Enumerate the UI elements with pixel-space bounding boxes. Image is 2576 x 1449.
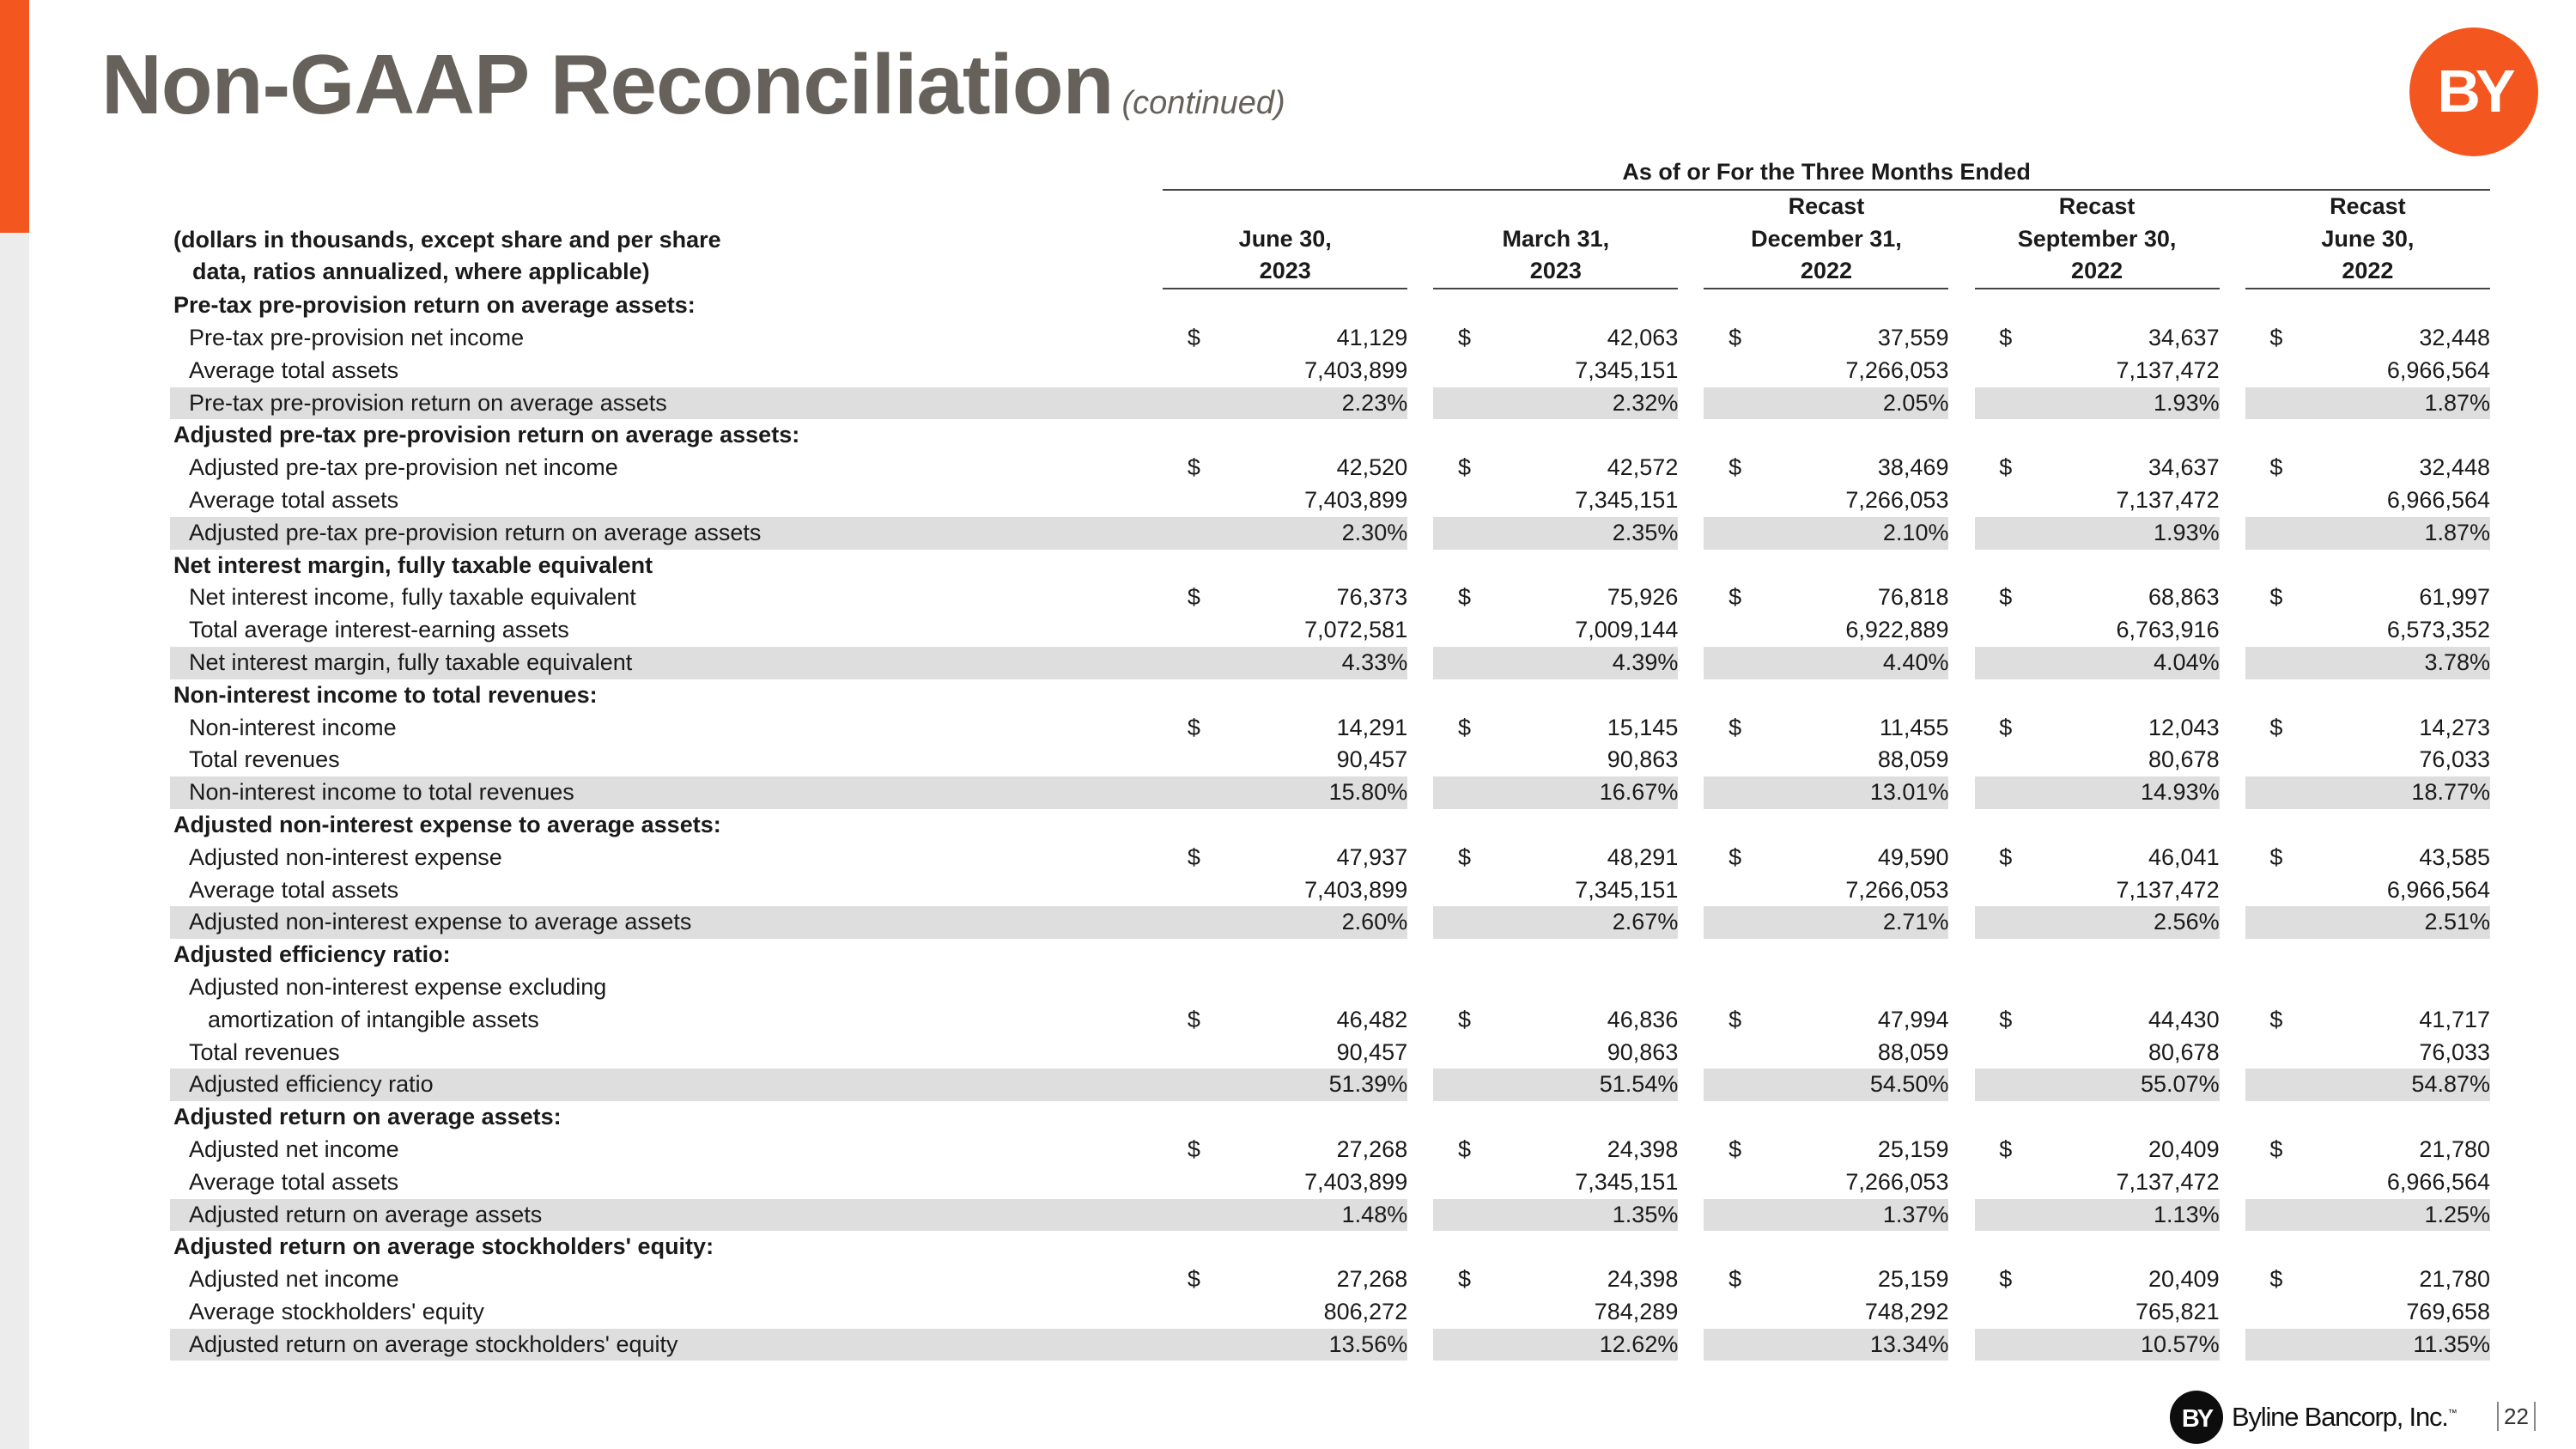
total-label: Adjusted non-interest expense to average assets bbox=[170, 906, 1163, 939]
dollar-sign: $ bbox=[2269, 584, 2283, 611]
dollar-sign: $ bbox=[1187, 1135, 1200, 1162]
section-heading-row bbox=[170, 939, 2490, 971]
dollar-sign: $ bbox=[1187, 1266, 1200, 1293]
value-cell: 784,289 bbox=[1594, 1298, 1679, 1324]
value-cell: 13.34% bbox=[1766, 1329, 1949, 1361]
page-title: Non-GAAP Reconciliation (continued) bbox=[101, 37, 1285, 131]
dollar-sign: $ bbox=[1187, 454, 1200, 481]
dollar-sign: $ bbox=[1728, 1006, 1742, 1032]
value-cell: 1.87% bbox=[2307, 517, 2490, 550]
value-cell: 41,717 bbox=[2419, 1006, 2490, 1032]
row-label: Adjusted net income bbox=[189, 1266, 399, 1293]
value-cell: 37,559 bbox=[1877, 324, 1949, 350]
total-label: Adjusted return on average stockholders' equity bbox=[170, 1329, 1163, 1361]
row-label: Average total assets bbox=[189, 1168, 399, 1195]
value-cell: 13.01% bbox=[1766, 776, 1949, 809]
section-heading: Adjusted efficiency ratio: bbox=[173, 941, 451, 968]
value-cell: 2.51% bbox=[2307, 906, 2490, 939]
value-cell: 7,137,472 bbox=[2116, 486, 2220, 513]
value-cell: 20,409 bbox=[2148, 1266, 2220, 1293]
row-label: Average total assets bbox=[189, 486, 399, 513]
table-row bbox=[170, 1037, 2490, 1069]
value-cell: 806,272 bbox=[1323, 1298, 1408, 1324]
row-label: Average total assets bbox=[189, 356, 399, 383]
dollar-sign: $ bbox=[1457, 324, 1471, 350]
section-heading: Pre-tax pre-provision return on average assets: bbox=[173, 292, 696, 319]
value-cell: 14.93% bbox=[2037, 776, 2220, 809]
value-cell: 48,291 bbox=[1607, 843, 1679, 870]
total-row bbox=[170, 387, 2490, 420]
total-row bbox=[170, 1068, 2490, 1101]
table-row bbox=[170, 1296, 2490, 1329]
value-cell: 68,863 bbox=[2148, 584, 2220, 611]
value-cell: 54.50% bbox=[1766, 1068, 1949, 1101]
section-heading-row bbox=[170, 809, 2490, 842]
value-cell: 7,266,053 bbox=[1845, 876, 1949, 903]
value-cell: 51.39% bbox=[1224, 1068, 1407, 1101]
column-header: March 31, 2023 bbox=[1433, 190, 1678, 289]
dollar-sign: $ bbox=[1728, 714, 1742, 740]
row-label: Net interest income, fully taxable equivalent bbox=[189, 584, 636, 611]
value-cell: 7,137,472 bbox=[2116, 876, 2220, 903]
dollar-sign: $ bbox=[1999, 454, 2013, 481]
section-heading: Adjusted pre-tax pre-provision return on average assets: bbox=[173, 422, 800, 448]
value-cell: 16.67% bbox=[1496, 776, 1679, 809]
value-cell: 4.39% bbox=[1496, 647, 1679, 679]
value-cell: 6,966,564 bbox=[2386, 486, 2490, 513]
dollar-sign: $ bbox=[2269, 714, 2283, 740]
accent-bar bbox=[0, 0, 29, 233]
table-row bbox=[170, 712, 2490, 745]
footer-logo-mark-text: BY bbox=[2181, 1405, 2212, 1433]
dollar-sign: $ bbox=[2269, 454, 2283, 481]
value-cell: 76,033 bbox=[2419, 746, 2490, 773]
total-row bbox=[170, 776, 2490, 809]
value-cell: 25,159 bbox=[1877, 1135, 1949, 1162]
total-label: Adjusted return on average assets bbox=[170, 1199, 1163, 1232]
value-cell: 88,059 bbox=[1877, 746, 1949, 773]
dollar-sign: $ bbox=[2269, 1006, 2283, 1032]
section-heading-row bbox=[170, 289, 2490, 322]
dollar-sign: $ bbox=[1999, 1006, 2013, 1032]
value-cell: 18.77% bbox=[2307, 776, 2490, 809]
value-cell: 21,780 bbox=[2419, 1266, 2490, 1293]
row-label: Adjusted non-interest expense bbox=[189, 843, 502, 870]
column-header: Recast December 31, 2022 bbox=[1704, 190, 1948, 289]
value-cell: 1.87% bbox=[2307, 387, 2490, 420]
value-cell: 90,457 bbox=[1336, 1038, 1408, 1065]
value-cell: 27,268 bbox=[1336, 1135, 1408, 1162]
value-cell: 15,145 bbox=[1607, 714, 1679, 740]
value-cell: 47,994 bbox=[1877, 1006, 1949, 1032]
dollar-sign: $ bbox=[2269, 1135, 2283, 1162]
section-heading-row bbox=[170, 679, 2490, 712]
section-heading: Adjusted return on average assets: bbox=[173, 1104, 562, 1130]
value-cell: 34,637 bbox=[2148, 324, 2220, 350]
dollar-sign: $ bbox=[1999, 584, 2013, 611]
value-cell: 7,403,899 bbox=[1304, 486, 1408, 513]
value-cell: 49,590 bbox=[1877, 843, 1949, 870]
value-cell: 80,678 bbox=[2148, 746, 2220, 773]
dollar-sign: $ bbox=[1457, 1266, 1471, 1293]
value-cell: 2.05% bbox=[1766, 387, 1949, 420]
column-header-row bbox=[170, 190, 2490, 289]
value-cell: 80,678 bbox=[2148, 1038, 2220, 1065]
company-name: Byline Bancorp, Inc.™ bbox=[2232, 1402, 2457, 1432]
value-cell: 46,482 bbox=[1336, 1006, 1408, 1032]
value-cell: 14,273 bbox=[2419, 714, 2490, 740]
value-cell: 61,997 bbox=[2419, 584, 2490, 611]
row-label: Average stockholders' equity bbox=[189, 1298, 484, 1324]
column-header: June 30, 2023 bbox=[1163, 190, 1407, 289]
value-cell: 12.62% bbox=[1496, 1329, 1679, 1361]
value-cell: 15.80% bbox=[1224, 776, 1407, 809]
row-label: Total average interest-earning assets bbox=[189, 617, 569, 643]
section-heading: Adjusted return on average stockholders' equity: bbox=[173, 1233, 714, 1260]
dollar-sign: $ bbox=[1187, 714, 1200, 740]
value-cell: 88,059 bbox=[1877, 1038, 1949, 1065]
value-cell: 2.67% bbox=[1496, 906, 1679, 939]
dollar-sign: $ bbox=[1728, 454, 1742, 481]
value-cell: 7,137,472 bbox=[2116, 1168, 2220, 1195]
total-label: Pre-tax pre-provision return on average assets bbox=[170, 387, 1163, 420]
value-cell: 14,291 bbox=[1336, 714, 1408, 740]
dollar-sign: $ bbox=[1187, 1006, 1200, 1032]
table-row bbox=[170, 842, 2490, 874]
column-header: Recast September 30, 2022 bbox=[1975, 190, 2220, 289]
dollar-sign: $ bbox=[1999, 714, 2013, 740]
value-cell: 24,398 bbox=[1607, 1266, 1679, 1293]
value-cell: 765,821 bbox=[2135, 1298, 2220, 1324]
value-cell: 7,072,581 bbox=[1304, 617, 1408, 643]
value-cell: 55.07% bbox=[2037, 1068, 2220, 1101]
total-row bbox=[170, 517, 2490, 550]
value-cell: 4.33% bbox=[1224, 647, 1407, 679]
value-cell: 7,345,151 bbox=[1575, 1168, 1679, 1195]
value-cell: 46,836 bbox=[1607, 1006, 1679, 1032]
value-cell: 42,520 bbox=[1336, 454, 1408, 481]
value-cell: 41,129 bbox=[1336, 324, 1408, 350]
table-row bbox=[170, 355, 2490, 387]
dollar-sign: $ bbox=[1187, 324, 1200, 350]
table-row bbox=[170, 1166, 2490, 1199]
row-label: Total revenues bbox=[189, 746, 340, 773]
table-row bbox=[170, 744, 2490, 776]
total-row bbox=[170, 647, 2490, 679]
value-cell: 90,457 bbox=[1336, 746, 1408, 773]
dollar-sign: $ bbox=[1187, 584, 1200, 611]
table-row bbox=[170, 874, 2490, 907]
value-cell: 2.30% bbox=[1224, 517, 1407, 550]
table-row bbox=[170, 322, 2490, 355]
value-cell: 7,403,899 bbox=[1304, 876, 1408, 903]
value-cell: 76,818 bbox=[1877, 584, 1949, 611]
table-body bbox=[170, 289, 2490, 1361]
value-cell: 54.87% bbox=[2307, 1068, 2490, 1101]
dollar-sign: $ bbox=[2269, 1266, 2283, 1293]
byline-logo bbox=[2409, 27, 2538, 156]
value-cell: 2.32% bbox=[1496, 387, 1679, 420]
value-cell: 2.35% bbox=[1496, 517, 1679, 550]
row-label: Adjusted net income bbox=[189, 1135, 399, 1162]
table-row bbox=[170, 484, 2490, 517]
dollar-sign: $ bbox=[1457, 1135, 1471, 1162]
value-cell: 1.48% bbox=[1224, 1199, 1407, 1232]
dollar-sign: $ bbox=[1457, 714, 1471, 740]
trademark: ™ bbox=[2447, 1408, 2457, 1419]
value-cell: 10.57% bbox=[2037, 1329, 2220, 1361]
total-label: Non-interest income to total revenues bbox=[170, 776, 1163, 809]
total-row bbox=[170, 1199, 2490, 1232]
value-cell: 11.35% bbox=[2307, 1329, 2490, 1361]
row-label: Adjusted non-interest expense excluding amortization of intangible assets bbox=[189, 973, 607, 1032]
value-cell: 769,658 bbox=[2406, 1298, 2490, 1324]
value-cell: 75,926 bbox=[1607, 584, 1679, 611]
value-cell: 20,409 bbox=[2148, 1135, 2220, 1162]
dollar-sign: $ bbox=[1999, 324, 2013, 350]
value-cell: 748,292 bbox=[1864, 1298, 1949, 1324]
value-cell: 12,043 bbox=[2148, 714, 2220, 740]
table-row bbox=[170, 1263, 2490, 1296]
value-cell: 6,966,564 bbox=[2386, 876, 2490, 903]
section-heading-row bbox=[170, 1231, 2490, 1263]
value-cell: 6,966,564 bbox=[2386, 356, 2490, 383]
side-bar bbox=[0, 233, 29, 1449]
total-label: Net interest margin, fully taxable equivalent bbox=[170, 647, 1163, 679]
value-cell: 34,637 bbox=[2148, 454, 2220, 481]
value-cell: 51.54% bbox=[1496, 1068, 1679, 1101]
section-heading-row bbox=[170, 550, 2490, 582]
dollar-sign: $ bbox=[1728, 324, 1742, 350]
value-cell: 6,763,916 bbox=[2116, 617, 2220, 643]
dollar-sign: $ bbox=[1999, 843, 2013, 870]
dollar-sign: $ bbox=[1457, 454, 1471, 481]
value-cell: 46,041 bbox=[2148, 843, 2220, 870]
value-cell: 7,403,899 bbox=[1304, 1168, 1408, 1195]
value-cell: 44,430 bbox=[2148, 1006, 2220, 1032]
logo-text: BY bbox=[2437, 58, 2511, 125]
value-cell: 24,398 bbox=[1607, 1135, 1679, 1162]
group-heading-row bbox=[170, 156, 2490, 190]
value-cell: 1.37% bbox=[1766, 1199, 1949, 1232]
value-cell: 90,863 bbox=[1607, 1038, 1679, 1065]
table-row bbox=[170, 971, 2490, 1037]
value-cell: 90,863 bbox=[1607, 746, 1679, 773]
byline-logo-mark-icon bbox=[2409, 27, 2538, 156]
value-cell: 1.93% bbox=[2037, 387, 2220, 420]
reconciliation-table bbox=[170, 156, 2490, 1361]
value-cell: 42,572 bbox=[1607, 454, 1679, 481]
value-cell: 7,266,053 bbox=[1845, 1168, 1949, 1195]
value-cell: 6,922,889 bbox=[1845, 617, 1949, 643]
section-heading: Net interest margin, fully taxable equivalent bbox=[173, 551, 653, 578]
value-cell: 21,780 bbox=[2419, 1135, 2490, 1162]
value-cell: 42,063 bbox=[1607, 324, 1679, 350]
value-cell: 4.04% bbox=[2037, 647, 2220, 679]
value-cell: 2.10% bbox=[1766, 517, 1949, 550]
value-cell: 43,585 bbox=[2419, 843, 2490, 870]
value-cell: 6,966,564 bbox=[2386, 1168, 2490, 1195]
dollar-sign: $ bbox=[1728, 1135, 1742, 1162]
group-heading: As of or For the Three Months Ended bbox=[1163, 156, 2490, 190]
value-cell: 76,033 bbox=[2419, 1038, 2490, 1065]
value-cell: 3.78% bbox=[2307, 647, 2490, 679]
dollar-sign: $ bbox=[1728, 584, 1742, 611]
table-row bbox=[170, 614, 2490, 647]
value-cell: 1.13% bbox=[2037, 1199, 2220, 1232]
section-heading: Non-interest income to total revenues: bbox=[173, 681, 598, 708]
value-cell: 32,448 bbox=[2419, 324, 2490, 350]
row-label: Adjusted pre-tax pre-provision net income bbox=[189, 454, 618, 481]
dollar-sign: $ bbox=[1457, 584, 1471, 611]
dollar-sign: $ bbox=[1999, 1135, 2013, 1162]
table-row bbox=[170, 1134, 2490, 1166]
value-cell: 1.93% bbox=[2037, 517, 2220, 550]
row-label: Total revenues bbox=[189, 1038, 340, 1065]
value-cell: 27,268 bbox=[1336, 1266, 1408, 1293]
section-heading-row bbox=[170, 1101, 2490, 1134]
value-cell: 7,403,899 bbox=[1304, 356, 1408, 383]
value-cell: 7,266,053 bbox=[1845, 486, 1949, 513]
value-cell: 7,345,151 bbox=[1575, 876, 1679, 903]
value-cell: 4.40% bbox=[1766, 647, 1949, 679]
page-number: 22 bbox=[2497, 1402, 2536, 1431]
dollar-sign: $ bbox=[1728, 1266, 1742, 1293]
row-label: Average total assets bbox=[189, 876, 399, 903]
footer-logo bbox=[2170, 1391, 2457, 1444]
value-cell: 1.35% bbox=[1496, 1199, 1679, 1232]
value-cell: 2.56% bbox=[2037, 906, 2220, 939]
total-label: Adjusted pre-tax pre-provision return on average assets bbox=[170, 517, 1163, 550]
value-cell: 7,137,472 bbox=[2116, 356, 2220, 383]
dollar-sign: $ bbox=[1999, 1266, 2013, 1293]
table-row bbox=[170, 452, 2490, 484]
value-cell: 32,448 bbox=[2419, 454, 2490, 481]
section-heading-row bbox=[170, 419, 2490, 452]
column-header: Recast June 30, 2022 bbox=[2245, 190, 2490, 289]
value-cell: 2.60% bbox=[1224, 906, 1407, 939]
value-cell: 25,159 bbox=[1877, 1266, 1949, 1293]
value-cell: 47,937 bbox=[1336, 843, 1408, 870]
value-cell: 7,345,151 bbox=[1575, 486, 1679, 513]
value-cell: 13.56% bbox=[1224, 1329, 1407, 1361]
row-label: Non-interest income bbox=[189, 714, 397, 740]
value-cell: 1.25% bbox=[2307, 1199, 2490, 1232]
value-cell: 7,266,053 bbox=[1845, 356, 1949, 383]
value-cell: 7,345,151 bbox=[1575, 356, 1679, 383]
total-row bbox=[170, 906, 2490, 939]
dollar-sign: $ bbox=[1728, 843, 1742, 870]
dollar-sign: $ bbox=[1457, 843, 1471, 870]
dollar-sign: $ bbox=[1457, 1006, 1471, 1032]
row-label: Pre-tax pre-provision net income bbox=[189, 324, 525, 350]
table-row bbox=[170, 581, 2490, 614]
total-row bbox=[170, 1329, 2490, 1361]
value-cell: 7,009,144 bbox=[1575, 617, 1679, 643]
dollar-sign: $ bbox=[1187, 843, 1200, 870]
byline-footer-mark-icon bbox=[2170, 1391, 2223, 1444]
value-cell: 6,573,352 bbox=[2386, 617, 2490, 643]
value-cell: 11,455 bbox=[1879, 714, 1949, 740]
page-subtitle: (continued) bbox=[1121, 85, 1285, 121]
units-note: (dollars in thousands, except share and per share data, ratios annualized, where applicable) bbox=[173, 226, 721, 285]
value-cell: 76,373 bbox=[1336, 584, 1408, 611]
value-cell: 2.71% bbox=[1766, 906, 1949, 939]
value-cell: 38,469 bbox=[1877, 454, 1949, 481]
dollar-sign: $ bbox=[2269, 843, 2283, 870]
value-cell: 2.23% bbox=[1224, 387, 1407, 420]
dollar-sign: $ bbox=[2269, 324, 2283, 350]
section-heading: Adjusted non-interest expense to average assets: bbox=[173, 811, 721, 837]
total-label: Adjusted efficiency ratio bbox=[170, 1068, 1163, 1101]
